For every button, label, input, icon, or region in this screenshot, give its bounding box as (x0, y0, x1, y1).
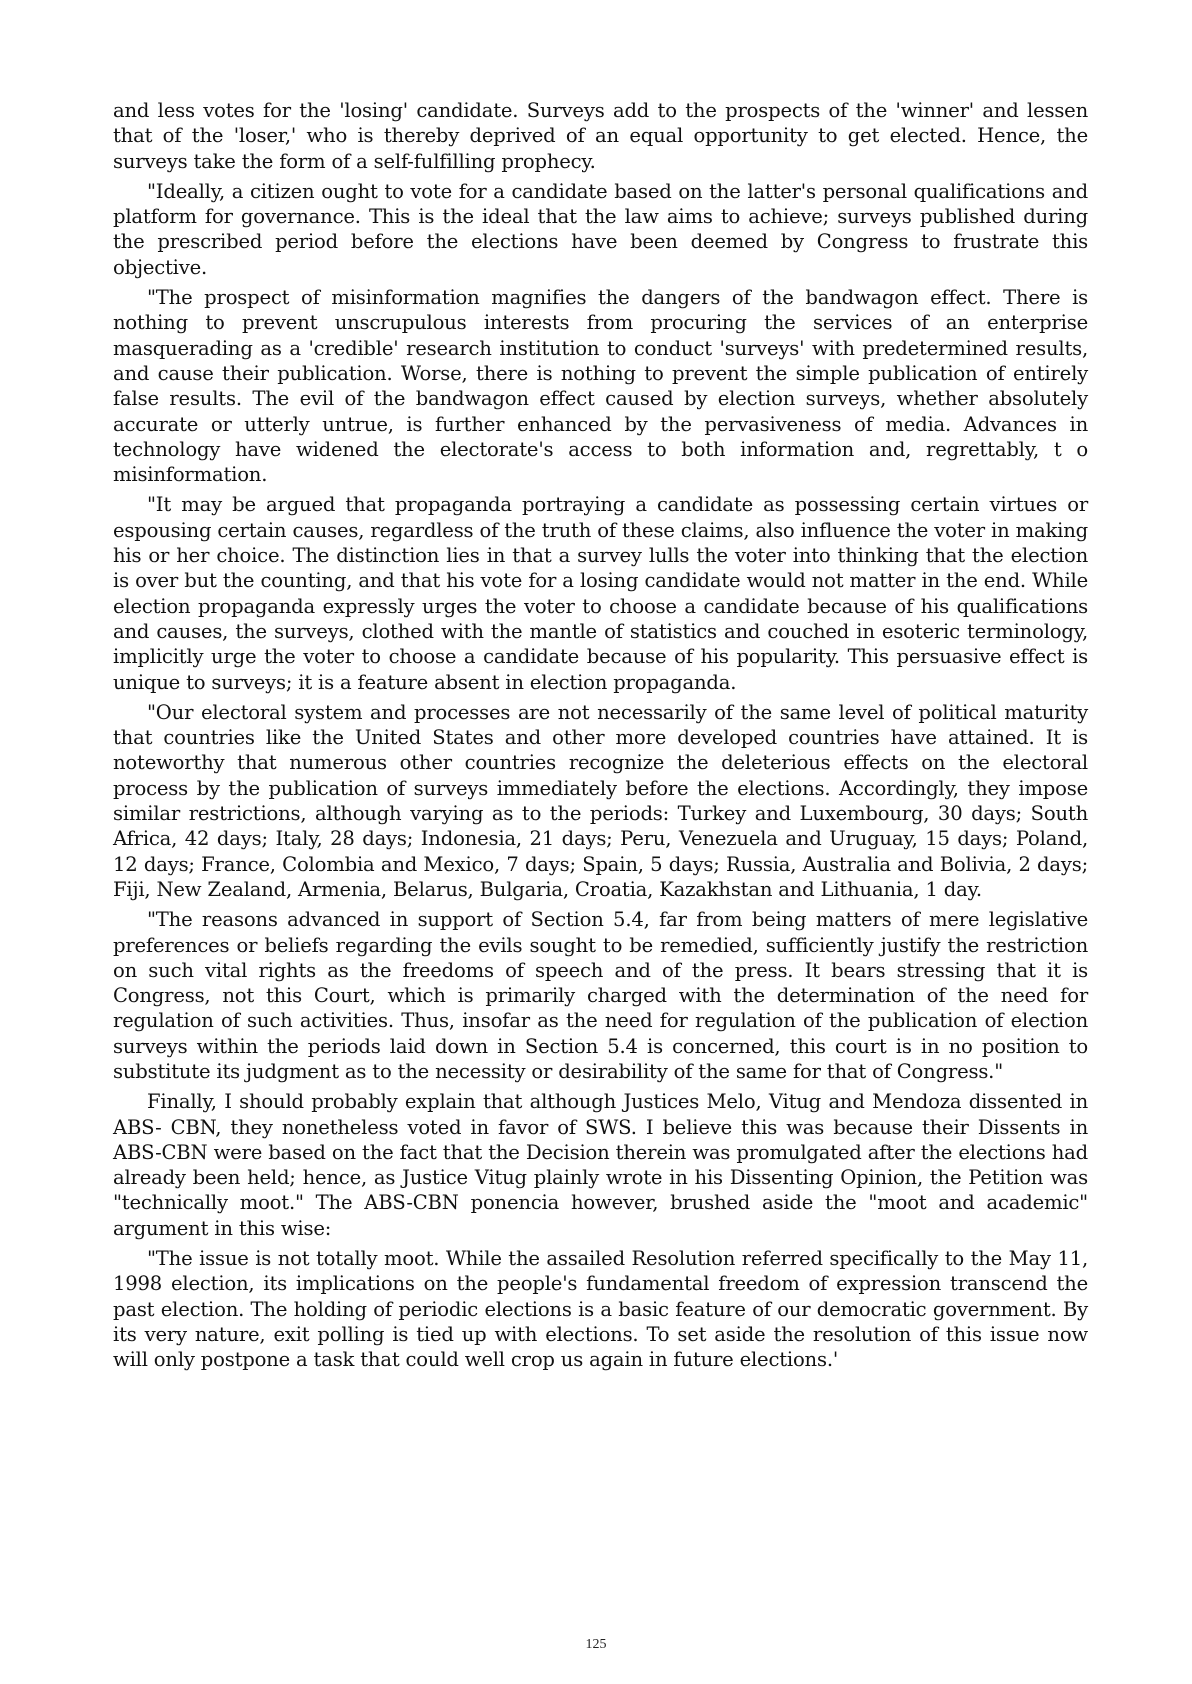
paragraph-5: "Our electoral system and processes are not necessarily of the same level of political maturity that countries like the United States and other more developed countries have attained. It is noteworthy that numerous other countries recognize the deleterious effects on the electoral process by the publication of surveys immediately before the elections. Accordingly, they impose similar restrictions, although varying as to the periods: Turkey and Luxembourg, 30 days; South Africa, 42 days; Italy, 28 days; Indonesia, 21 days; Peru, Venezuela and Uruguay, 15 days; Poland, 12 days; France, Colombia and Mexico, 7 days; Spain, 5 days; Russia, Australia and Bolivia, 2 days; Fiji, New Zealand, Armenia, Belarus, Bulgaria, Croatia, Kazakhstan and Lithuania, 1 day. (113, 700, 1088, 901)
paragraph-6: "The reasons advanced in support of Section 5.4, far from being matters of mere legislative preferences or beliefs regarding the evils sought to be remedied, sufficiently justify the restriction on such vital rights as the freedoms of speech and of the press. It bears stressing that it is Congress, not this Court, which is primarily charged with the determination of the need for regulation of such activities. Thus, insofar as the need for regulation of the publication of election surveys within the periods laid down in Section 5.4 is concerned, this court is in no position to substitute its judgment as to the necessity or desirability of the same for that of Congress." (113, 908, 1088, 1083)
paragraph-4: "It may be argued that propaganda portraying a candidate as possessing certain virtues or espousing certain causes, regardless of the truth of these claims, also influence the voter in making his or her choice. The distinction lies in that a survey lulls the voter into thinking that the election is over but the counting, and that his vote for a losing candidate would not matter in the end. While election propaganda expressly urges the voter to choose a candidate because of his qualifications and causes, the surveys, clothed with the mantle of statistics and couched in esoteric terminology, implicitly urge the voter to choose a candidate because of his popularity. This persuasive effect is unique to surveys; it is a feature absent in election propaganda. (113, 493, 1088, 694)
page-number: 125 (585, 1637, 607, 1652)
paragraph-8: "The issue is not totally moot. While the assailed Resolution referred specifically to the May 11, 1998 election, its implications on the people's fundamental freedom of expression transcend the past election. The holding of periodic elections is a basic feature of our democratic government. By its very nature, exit polling is tied up with elections. To set aside the resolution of this issue now will only postpone a task that could well crop us again in future elections.' (113, 1247, 1088, 1372)
paragraph-3: "The prospect of misinformation magnifies the dangers of the bandwagon effect. There is nothing to prevent unscrupulous interests from procuring the services of an enterprise masquerading as a 'credible' research institution to conduct 'surveys' with predetermined results, and cause their publication. Worse, there is nothing to prevent the simple publication of entirely false results. The evil of the bandwagon effect caused by election surveys, whether absolutely accurate or utterly untrue, is further enhanced by the pervasiveness of media. Advances in technology have widened the electorate's access to both information and, regrettably, t o misinformation. (113, 286, 1088, 487)
paragraph-1: and less votes for the 'losing' candidate. Surveys add to the prospects of the 'winner' and lessen that of the 'loser,' who is thereby deprived of an equal opportunity to get elected. Hence, the surveys take the form of a self-fulfilling prophecy. (113, 99, 1088, 173)
document-body (113, 98, 1088, 1378)
paragraph-2: "Ideally, a citizen ought to vote for a candidate based on the latter's personal qualifications and platform for governance. This is the ideal that the law aims to achieve; surveys published during the prescribed period before the elections have been deemed by Congress to frustrate this objective. (113, 179, 1088, 279)
paragraph-7: Finally, I should probably explain that although Justices Melo, Vitug and Mendoza dissented in ABS- CBN, they nonetheless voted in favor of SWS. I believe this was because their Dissents in ABS-CBN were based on the fact that the Decision therein was promulgated after the elections had already been held; hence, as Justice Vitug plainly wrote in his Dissenting Opinion, the Petition was "technically moot." The ABS-CBN ponencia however, brushed aside the "moot and academic" argument in this wise: (113, 1090, 1088, 1240)
